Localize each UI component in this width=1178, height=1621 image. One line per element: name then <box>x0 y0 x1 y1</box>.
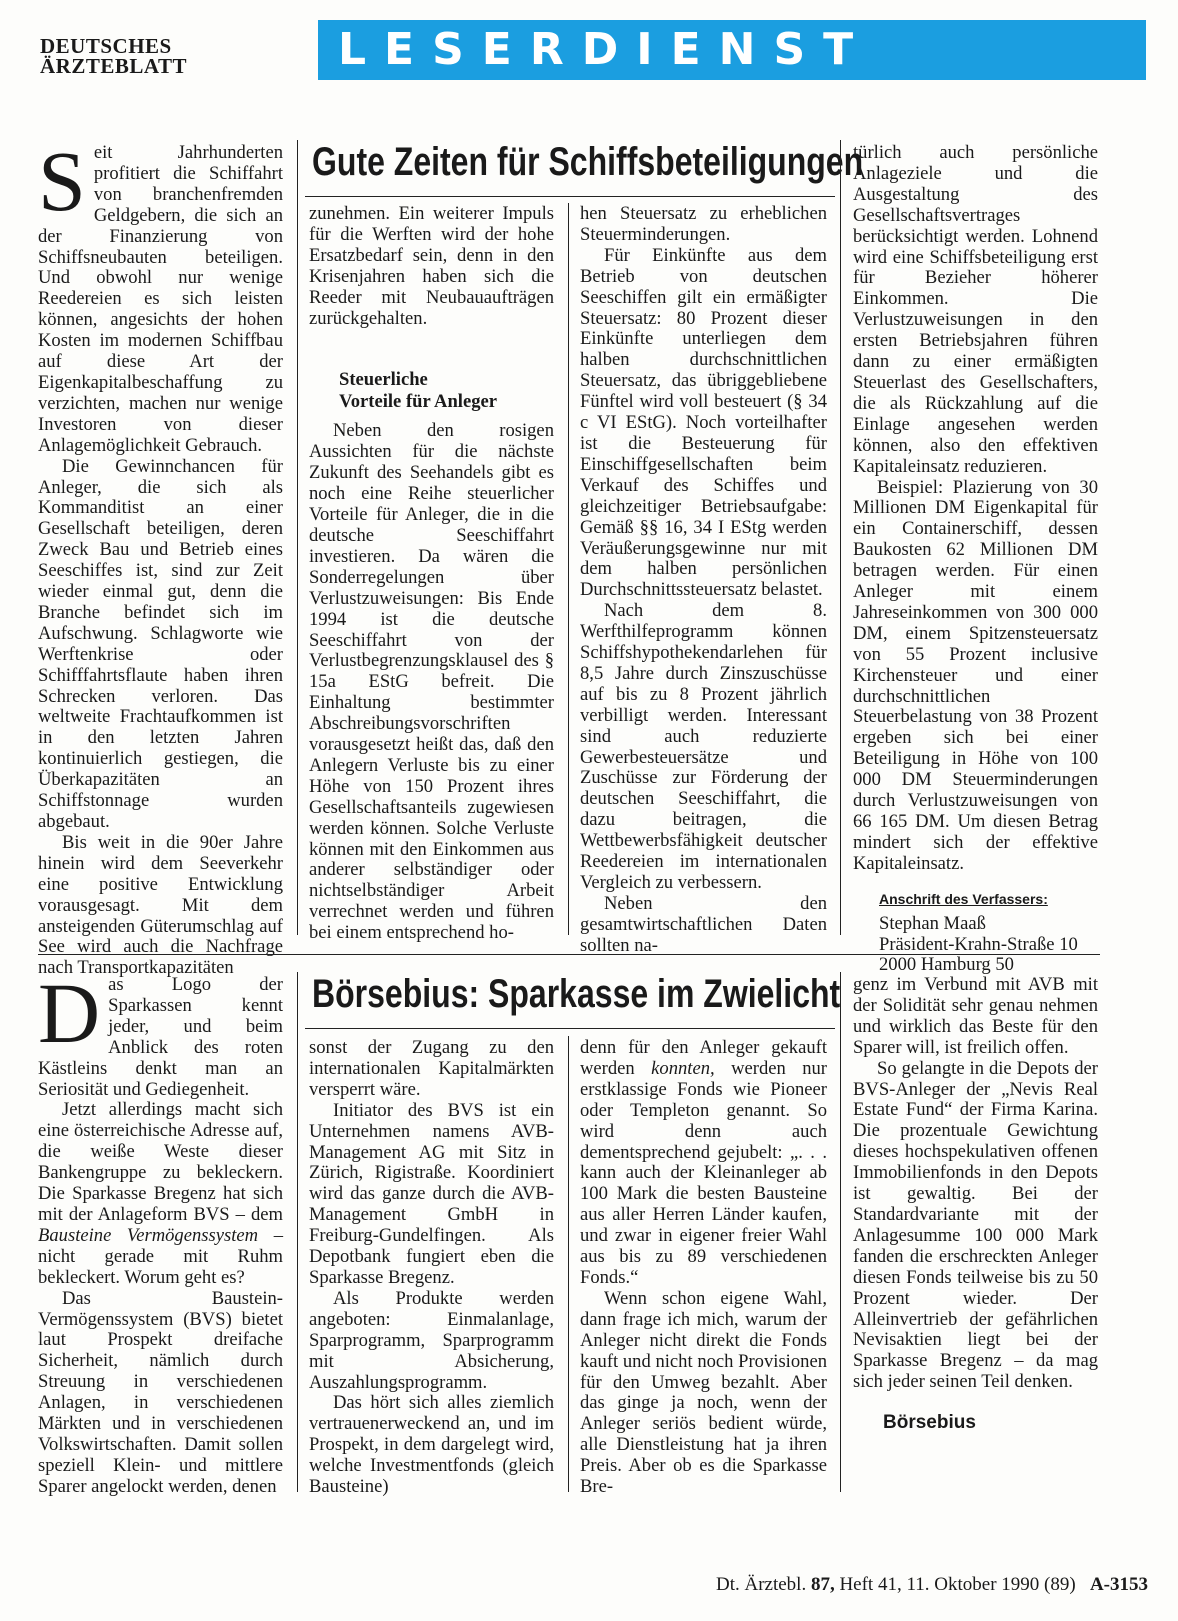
article2-col1-p3: Das Baustein-Vermögenssystem (BVS) bietet laut Prospekt dreifache Sicherheit, nämlich durch Streuung in verschiedenen Anlagen, in verschiedenen Märkten und in verschiedenen Volkswirtschaften. Damit sollen speziell Klein- und mittlere Sparer angelockt werden, denen <box>38 1287 283 1497</box>
article1-column-1 <box>38 133 283 979</box>
column-rule <box>840 972 841 1492</box>
page-footer <box>716 1574 1148 1596</box>
article1-col2-rest: Neben den rosigen Aussichten für die nächste Zukunft des Seehandels gibt es noch eine Reihe steuerlicher Vorteile für Anleger, die in die deutsche Seeschiffahrt investieren. Da wären die Sonderregelungen über Verlustzuweisungen: Bis Ende 1994 ist die deutsche Seeschiffahrt von der Verlustbegrenzungsklausel des § 15a EStG befreit. Die Einhaltung bestimmter Abschreibungsvorschriften vorausgesetzt heißt das, daß den Anlegern Verluste bis zu einer Höhe von 150 Prozent ihres Gesellschaftsanteils zugewiesen werden können. Solche Verluste können mit den Einkommen aus anderer selbständiger oder nichtselbständiger Arbeit verrechnet werden und führen bei einem entsprechend ho- <box>309 420 554 944</box>
article1-col2-top: zunehmen. Ein weiterer Impuls für die Werften wird der hohe Ersatzbedarf sein, denn in den Krisenjahren haben sich die Reeder mit Neubauaufträgen zurückgehalten. <box>309 203 554 329</box>
column-rule <box>297 972 298 1492</box>
article2-col2-p1: sonst der Zugang zu den internationalen Kapitalmärkten versperrt wäre. <box>309 1037 554 1100</box>
article2-col3-emphasis: konnten, <box>651 1057 715 1079</box>
article1-subhead-line1: Steuerliche <box>339 369 428 391</box>
article1-dropcap: S <box>38 133 86 229</box>
article1-col4-p1: türlich auch persönliche Anlageziele und die Ausgestaltung des Gesellschaftsvertrages berücksichtigt werden. Lohnend wird eine Schiffsbeteiligung erst für Bezieher höherer Einkommen. Die Verlustzuweisungen in den ersten Betriebsjahren führen dann zu einer ermäßigten Steuerlast des Gesellschafters, die als Rückzahlung auf die Einlage angesehen werden können, also den effektiven Kapitaleinsatz reduzieren. <box>853 142 1098 477</box>
article1-address-line2: Präsident-Krahn-Straße 10 <box>879 933 1078 955</box>
article2-col1-p2: Jetzt allerdings macht sich eine österreichische Adresse auf, die weiße Weste dieser Bankengruppe zu bekleckern. Die Sparkasse Bregenz hat sich mit der Anlageform BVS – dem Bausteine Vermögenssystem – nicht gerade mit Ruhm bekleckert. Worum geht es? <box>38 1099 283 1288</box>
article2-column-2 <box>309 1038 554 1498</box>
column-rule <box>568 203 569 935</box>
footer-issue: Heft 41, 11. Oktober 1990 (89) <box>839 1574 1076 1595</box>
article1-col4-p2: Beispiel: Plazierung von 30 Millionen DM Eigenkapital für ein Containerschiff, dessen Baukosten 62 Millionen DM betragen werden. Für einen Anleger mit einem Jahreseinkommen von 300 000 DM, einem Spitzensteuersatz von 55 Prozent inclusive Kirchensteuer und einer durchschnittlichen Steuerbelastung von 38 Prozent ergeben sich bei einer Beteiligung in Höhe von 100 000 DM Steuerminderungen durch Verlustzuweisungen von 66 165 DM. Um diesen Betrag mindert sich der effektive Kapitaleinsatz. <box>853 476 1098 874</box>
article1-col1-p3: Bis weit in die 90er Jahre hinein wird dem Seeverkehr eine positive Entwicklung vorausgesagt. Mit dem ansteigenden Güterumschlag auf See wird auch die Nachfrage nach Transportkapazitäten <box>38 831 283 979</box>
footer-volume: 87, <box>810 1574 835 1595</box>
column-rule <box>568 1036 569 1492</box>
article2-col2-p4: Das hört sich alles ziemlich vertrauenerweckend an, und im Prospekt, in dem dargelegt wird, welche Investmentfonds (gleich Bausteine) <box>309 1392 554 1498</box>
article1-address-line3: 2000 Hamburg 50 <box>879 954 1014 976</box>
article1-col3-p3: Nach dem 8. Werfthilfeprogramm können Schiffshypothekendarlehen für 8,5 Jahre durch Zinszuschüsse auf bis zu 8 Prozent jährlich verbilligt werden. Interessant sind auch reduzierte Gewerbesteuersätze und Zuschüsse zur Förderung der deutschen Seeschiffahrt, die dazu beitragen, die Wettbewerbsfähigkeit deutscher Reedereien im internationalen Vergleich zu verbessern. <box>580 600 827 893</box>
article1-address-line1: Stephan Maaß <box>879 912 986 934</box>
article2-col3-p1: denn für den Anleger gekauft werden konnten, werden nur erstklassige Fonds wie Pioneer oder Templeton genannt. So wird denn auch dementsprechend gejubelt: „. . . kann auch der Kleinanleger ab 100 Mark die besten Bausteine aus aller Herren Länder kaufen, und zwar in eigener freier Wahl aus bis zu 89 verschiedenen Fonds.“ <box>580 1037 827 1288</box>
masthead-line1: DEUTSCHES <box>40 34 172 58</box>
article1-col3-p4: Neben den gesamtwirtschaftlichen Daten sollten na- <box>580 892 827 956</box>
article1-col3-p2: Für Einkünfte aus dem Betrieb von deutschen Seeschiffen gilt ein ermäßigter Steuersatz: 80 Prozent dieser Einkünfte unterliegen dem halben durchschnittlichen Steuersatz, das übriggebliebene Fünftel wird voll besteuert (§ 34 c VI EStG). Noch vorteilhafter ist die Besteuerung für Einschiffgesellschaften beim Verkauf des Schiffes und gleichzeitiger Betriebsaufgabe: Gemäß §§ 16, 34 I EStg werden Veräußerungsgewinne nur mit dem halben persönlichen Durchschnittssteuersatz belastet. <box>580 244 827 601</box>
article2-column-3 <box>580 1038 827 1498</box>
footer-journal: Dt. Ärztebl. <box>715 1574 807 1595</box>
article2-dropcap: D <box>38 965 101 1061</box>
article1-title: Gute Zeiten für Schiffsbeteiligungen <box>312 140 864 184</box>
article1-col3-p1: hen Steuersatz zu erheblichen Steuerminderungen. <box>580 203 827 245</box>
article2-col1-emphasis: Bausteine Vermögenssystem <box>38 1224 259 1246</box>
article2-author: Börsebius <box>883 1412 976 1434</box>
article2-col1-p1: as Logo der Sparkassen kennt jeder, und beim Anblick des roten Kästleins denkt man an Seriosität und Gediegenheit. <box>38 974 283 1100</box>
article2-column-1 <box>38 965 283 1498</box>
article1-address-label: Anschrift des Verfassers: <box>879 890 1048 907</box>
article2-col2-p3: Als Produkte werden angeboten: Einmalanlage, Sparprogramm, Sparprogramm mit Absicherung, Auszahlungsprogramm. <box>309 1287 554 1393</box>
article2-col2-p2: Initiator des BVS ist ein Unternehmen namens AVB-Management AG mit Sitz in Zürich, Rigistraße. Koordiniert wird das ganze durch die AVB-Management GmbH in Freiburg-Gundelfingen. Als Depotbank fungiert eben die Sparkasse Bregenz. <box>309 1099 554 1288</box>
article1-subhead-line2: Vorteile für Anleger <box>339 391 498 413</box>
article2-col3-p2: Wenn schon eigene Wahl, dann frage ich mich, warum der Anleger nicht direkt die Fonds kauft und nicht noch Provisionen für den Umweg bezahlt. Aber das ginge ja noch, wenn der Anleger seriös bedient würde, alle Dienstleistung hat ja ihren Preis. Aber ob es die Sparkasse Bre- <box>580 1287 827 1498</box>
section-banner-label: LESERDIENST <box>338 24 872 75</box>
headline-rule <box>305 1028 835 1029</box>
article2-column-4 <box>853 975 1098 1434</box>
article1-col1-p2: Die Gewinnchancen für Anleger, die sich als Kommanditist an einer Gesellschaft beteiligen, deren Zweck Bau und Betrieb eines Seeschiffes ist, sind zur Zeit wieder einmal gut, denn die Branche befindet sich im Aufschwung. Schlagworte wie Werftenkrise oder Schifffahrtsflaute haben ihren Schrecken verloren. Das weltweite Frachtaufkommen ist in den letzten Jahren kontinuierlich gestiegen, die Überkapazitäten an Schiffstonnage wurden abgebaut. <box>38 455 283 832</box>
column-rule <box>840 140 841 935</box>
article1-col1-p1: eit Jahrhunderten profitiert die Schiffahrt von branchenfremden Geldgebern, die sich an der Finanzierung von Schiffsneubauten beteiligen. Und obwohl nur wenige Reedereien es sich leisten können, angesichts der hohen Kosten im modernen Schiffbau auf diese Art der Eigenkapitalbeschaffung zu verzichten, machen nur wenige Investoren von dieser Anlagemöglichkeit Gebrauch. <box>38 142 283 456</box>
article1-address <box>879 914 1098 977</box>
article1-column-4 <box>853 143 1098 976</box>
footer-page-number: A-3153 <box>1089 1574 1148 1595</box>
article-separator <box>38 954 1100 955</box>
column-rule <box>297 140 298 935</box>
article2-col4-p1: genz im Verbund mit AVB mit der Solidität sehr genau nehmen und wirklich das Beste für den Sparer will, ist freilich offen. <box>853 974 1098 1058</box>
article1-column-2 <box>309 204 554 944</box>
article1-subhead <box>339 369 554 413</box>
masthead-logo <box>40 36 270 76</box>
article2-title: Börsebius: Sparkasse im Zwielicht <box>312 972 841 1016</box>
headline-rule <box>305 196 835 197</box>
article2-col4-p2: So gelangte in die Depots der BVS-Anleger der „Nevis Real Estate Fund“ der Firma Karina. Die prozentuale Gewichtung dieses hochspekulativen offenen Immobilienfonds in den Depots ist gewaltig. Bei der Standardvariante mit der Anlagesumme 100 000 Mark fanden die erschreckten Anleger diesen Fonds teilweise bis zu 50 Prozent wieder. Der Alleinvertrieb der gefährlichen Nevisaktien liegt bei der Sparkasse Bregenz – da mag sich jeder seinen Teil denken. <box>853 1057 1098 1393</box>
section-banner <box>318 20 1146 80</box>
article1-column-3 <box>580 204 827 957</box>
masthead-line2: ÄRZTEBLATT <box>40 54 187 78</box>
